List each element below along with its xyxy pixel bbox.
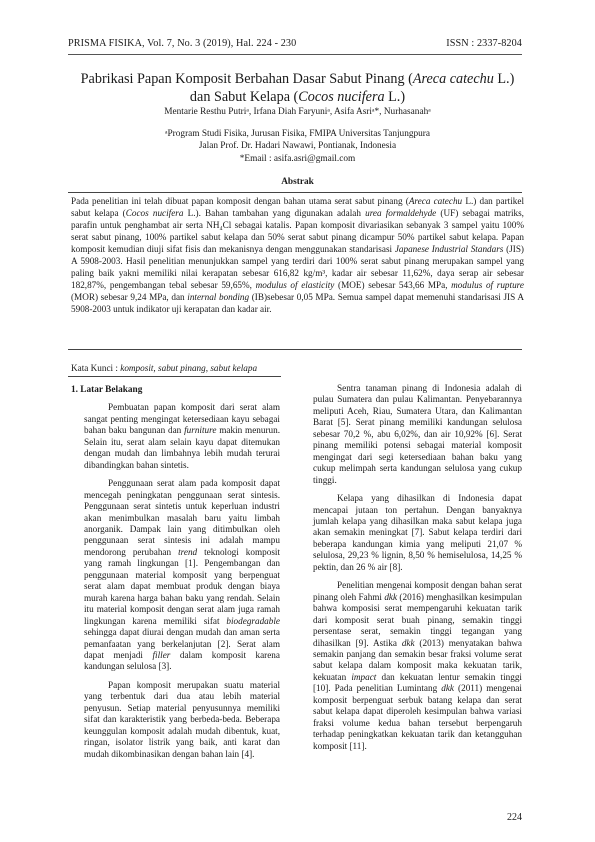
paragraph: Sentra tanaman pinang di Indonesia adalah di pulau Sumatera dan pulau Kalimantan. Penyebarannya meliputi Aceh, Riau, Sumatera Utara, dan Kalimantan Barat [5]. Serat pinang memiliki kandungan selulosa sebesar 70,2 %, abu 6,02%, dan air 10,92% [6]. Serat pinang memiliki potensi sebagai material komposit mengingat dari segi ketersediaan bahan baku yang cukup melimpah serta kandungan selulosa yang cukup tinggi.	[313, 383, 522, 485]
left-column	[71, 383, 281, 767]
paragraph-italic: furniture	[184, 425, 217, 436]
authors: Mentarie Resthu Putriᵃ, Irfana Diah Faryuniᵃ, Asifa Asriᵃ*, Nurhasanahᵃ	[164, 107, 431, 117]
abstract-text: (MOE) sebesar 543,66 MPa,	[334, 280, 452, 290]
affiliation-line: ᵃProgram Studi Fisika, Jurusan Fisika, FMIPA Universitas Tanjungpura	[164, 129, 431, 139]
section-title: 1. Latar Belakang	[71, 385, 143, 395]
keywords-value: komposit, sabut pinang, sabut kelapa	[120, 363, 258, 373]
paragraph: Papan komposit merupakan suatu material yang terbentuk dari dua atau lebih material penyusun. Setiap material penyusunnya memiliki sifat dan karakteristik yang berbeda-beda. Beberapa keunggulan komposit adalah mudah dibentuk, kuat, ringan, isolator listrik yang baik, anti karat dan mudah dikombinasikan dengan bahan lain [4].	[84, 679, 280, 759]
paragraph-text: (2016) menghasilkan kesimpulan bahwa komposisi serat mempengaruhi kekuatan tarik dari komposit serat buah pinang, semakin tinggi persentase serat, semakin tinggi tegangan yang dihasilkan [9]. Astika	[313, 591, 522, 648]
paragraph: Kelapa yang dihasilkan di Indonesia dapat mencapai jutaan ton pertahun. Dengan banyaknya jumlah kelapa yang dihasilkan maka sabut kelapa juga akan semakin meningkat [7]. Sabut kelapa terdiri dari beberapa kandungan kimia yang meliputi 21,07 % selulosa, 29,23 % lignin, 8,50 % hemiselulosa, 14,25 % pektin, dan 26 % air [8].	[313, 493, 522, 572]
paragraph	[313, 580, 522, 752]
abstract-italic: urea formaldehyde	[365, 208, 437, 218]
right-column	[313, 383, 522, 759]
abstract-text: (IB)sebesar 0,05 MPa. Semua sampel dapat memenuhi standarisasi JIS A 5908-2003 untuk indikator uji kerapatan dan kadar air.	[71, 292, 524, 314]
paragraph-text: (2011) mengenai komposit berpenguat serbuk batang kelapa dan serat sabut kelapa dapat diperoleh kesimpulan bahwa variasi fraksi volume kedua bahan tersebut berpengaruh terhadap peningkatkan kekuatan tarik dan ketangguhan komposit [11].	[313, 683, 522, 751]
abstract-text: (UF) sebagai matriks, parafin untuk penghambat air serta NH₄Cl sebagai katalis. Papan komposit divariasikan sebanyak 3 sampel yaitu 100% serat sabut pinang, 100% partikel sabut kelapa dan 50% serat sabut pinang dicampur 50% partikel sabut kelapa. Papan komposit kemudian diuji sifat fisis dan mekanisnya dengan menggunakan standarisasi	[71, 208, 524, 254]
affiliation-address: Jalan Prof. Dr. Hadari Nawawi, Pontianak, Indonesia	[198, 141, 397, 152]
paragraph-italic: biodegradable	[226, 615, 280, 626]
paragraph-text: teknologi komposit yang ramah lingkungan [1]. Pengembangan dan penggunaan material komposit yang berpenguat serat alam dapat membuat produk dengan biaya murah karena harga bahan baku yang rendah. Selain itu material komposit dengan serat alam juga ramah lingkungan karena memiliki sifat	[84, 546, 281, 626]
abstract-body	[71, 195, 524, 315]
abstract-text: (JIS) A 5908-2003. Hasil penelitian menunjukkan sampel yang terdiri dari 100% serat sabut pinang merupakan sampel yang paling baik yakni memiliki nilai kerapatan sebesar 616,82 kg/m³, kadar air sebesar 11,62%, daya serap air sebesar 182,87%, pengembangan tebal sebesar 59,65%,	[71, 244, 524, 290]
paragraph-italic: dkk	[441, 683, 454, 694]
paragraph-text: dalam komposit karena kandungan selulosa [3].	[84, 649, 280, 672]
issn-header: ISSN : 2337-8204	[446, 38, 522, 49]
title-species: Cocos nucifera	[298, 89, 385, 105]
title-text: dan Sabut Kelapa (	[189, 89, 299, 105]
paragraph-italic: trend	[178, 546, 198, 557]
paragraph-italic: dkk	[384, 591, 398, 602]
affiliation-email: *Email : asifa.asri@gmail.com	[239, 153, 356, 164]
paragraph-italic: dkk	[401, 637, 415, 648]
paragraph-text: Pembuatan papan komposit dari serat alam sangat penting mengingat ketersediaan kayu sebagai bahan baku bangunan dan	[84, 402, 280, 436]
keywords-divider	[68, 376, 281, 377]
abstract-divider-top	[68, 192, 522, 193]
affiliation	[60, 128, 535, 165]
keywords-label: Kata Kunci :	[71, 363, 121, 373]
paragraph-text: Penggunaan serat alam pada komposit dapat mencegah peningkatan penggunaan serat sintesis. Penggunaan serat sintetis untuk keperluan industri akan menimbulkan masalah baru yaitu limbah anorganik. Dampak lain yang ditimbulkan oleh penggunaan serat sintesis ini adalah mampu mendorong perubahan	[84, 478, 280, 557]
paragraph-text: dan kekuatan lentur semakin tinggi [10]. Pada penelitian Lumintang	[313, 671, 522, 694]
title-text: L.)	[384, 89, 406, 105]
page-number: 224	[507, 812, 522, 823]
paragraph-italic: impact	[351, 671, 377, 682]
abstract-heading: Abstrak	[281, 177, 314, 187]
paragraph-italic: filler	[152, 649, 171, 660]
abstract-italic: Japanese Industrial Standars	[394, 244, 504, 254]
keywords	[71, 363, 257, 373]
title-text: Pabrikasi Papan Komposit Berbahan Dasar Sabut Pinang (	[80, 71, 413, 87]
header-divider	[68, 54, 522, 55]
abstract-italic: modulus of elasticity	[255, 280, 335, 290]
title-text: L.)	[493, 71, 515, 87]
title-species: Areca catechu	[412, 71, 494, 87]
paragraph	[84, 478, 280, 673]
paragraph-text: sehingga dapat diurai dengan mudah dan aman serta pemanfaatan yang berkelanjutan [2]. Serat alam dapat menjadi	[84, 627, 280, 660]
paragraph	[84, 402, 280, 471]
paper-title	[60, 70, 535, 106]
journal-header: PRISMA FISIKA, Vol. 7, No. 3 (2019), Hal. 224 - 230	[68, 38, 297, 49]
abstract-italic: modulus of rupture	[451, 280, 524, 290]
paragraph-text: makin menurun. Selain itu, serat alam selain kayu dapat ditemukan dengan mudah dan limbahnya lebih mudah terurai dibandingkan bahan sintetis.	[84, 425, 280, 470]
abstract-italic: internal bonding	[187, 292, 250, 302]
abstract-text: Pada penelitian ini telah dibuat papan komposit dengan bahan utama serat sabut pinang (	[71, 196, 409, 206]
abstract-text: L.) dan partikel sabut kelapa (	[71, 196, 524, 218]
abstract-text: L.). Bahan tambahan yang digunakan adalah	[183, 208, 366, 218]
abstract-italic: Areca catechu	[408, 196, 463, 206]
abstract-text: (MOR) sebesar 9,24 MPa, dan	[71, 292, 188, 302]
abstract-italic: Cocos nucifera	[125, 208, 184, 218]
abstract-divider-bottom	[68, 349, 522, 350]
paragraph-text: (2013) menyatakan bahwa semakin panjang dan semakin besar fraksi volume serat sabut kelapa dalam komposit maka kekuatan tarik, kekuatan	[313, 637, 522, 682]
paragraph-text: Penelitian mengenai komposit dengan bahan serat pinang oleh Fahmi	[313, 580, 522, 602]
